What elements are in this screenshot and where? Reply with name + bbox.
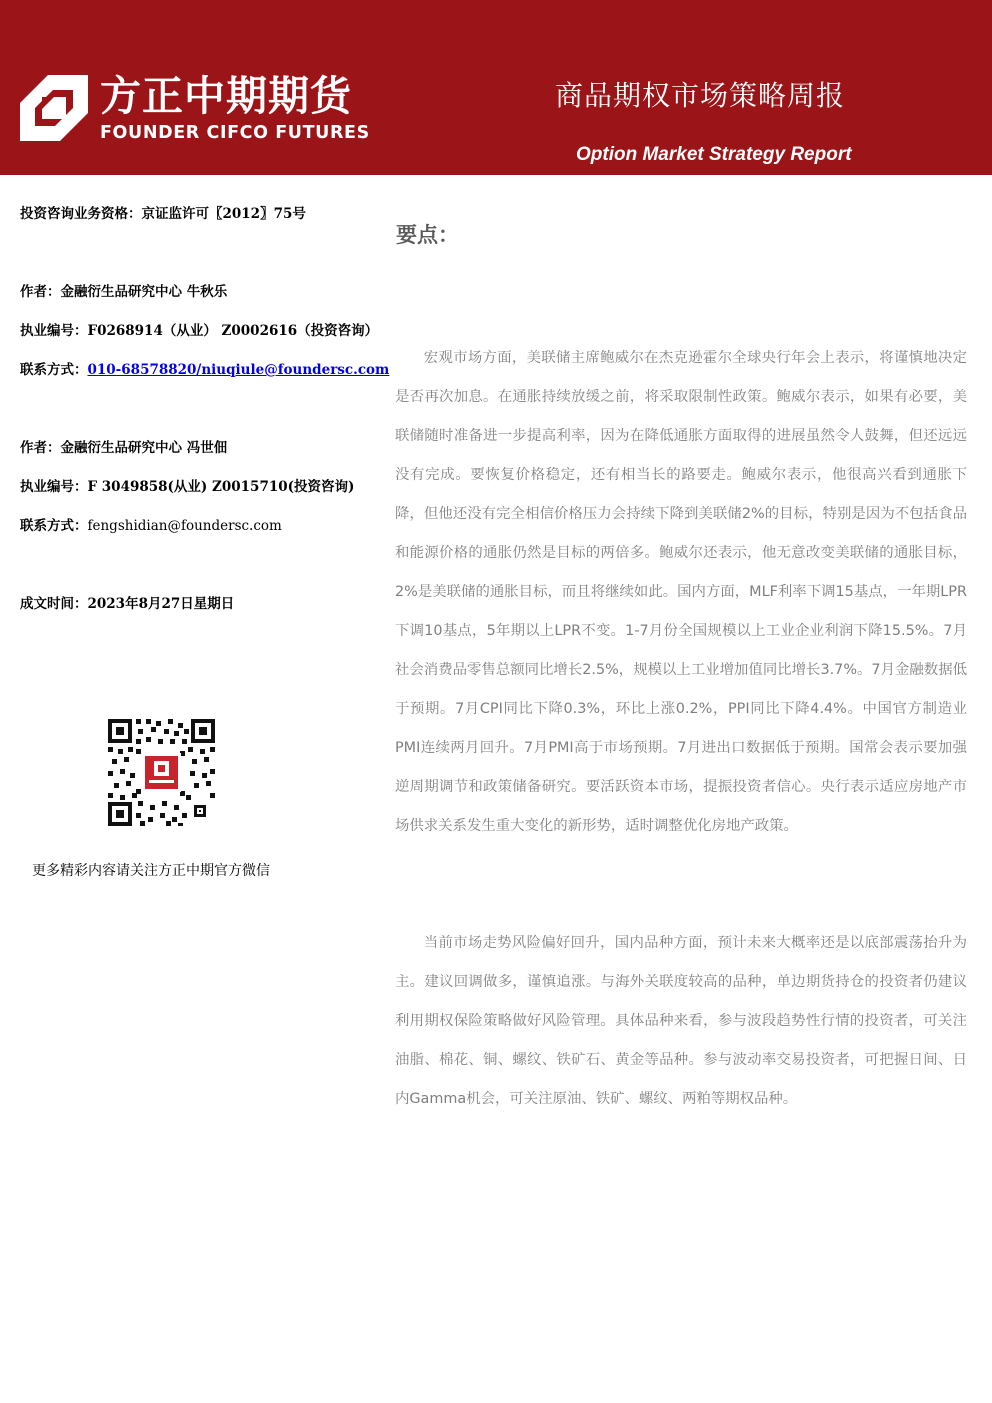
author1-email-link[interactable]: 010-68578820/niuqiule@foundersc.com	[87, 362, 390, 378]
key-points-title: 要点：	[396, 223, 459, 247]
wechat-qr-code-icon[interactable]	[106, 717, 217, 828]
author2-contact	[20, 516, 282, 536]
author2-email: fengshidian@foundersc.com	[87, 518, 282, 534]
author1-contact-label: 联系方式：	[20, 362, 88, 378]
author1-contact	[20, 360, 389, 380]
report-title-cn: 商品期权市场策略周报	[555, 79, 846, 112]
company-name-en: FOUNDER CIFCO FUTURES	[100, 123, 370, 143]
founder-logo-icon	[20, 75, 88, 141]
strategy-paragraph: 当前市场走势风险偏好回升，国内品种方面，预计未来大概率还是以底部震荡抬升为主。建议回调做多，谨慎追涨。与海外关联度较高的品种，单边期货持仓的投资者仍建议利用期权保险策略做好风险管理。具体品种来看，参与波段趋势性行情的投资者，可关注油脂、棉花、铜、螺纹、铁矿石、黄金等品种。参与波动率交易投资者，可把握日间、日内Gamma机会，可关注原油、铁矿、螺纹、两粕等期权品种。	[395, 935, 967, 1107]
report-title-en: Option Market Strategy Report	[576, 144, 852, 165]
author1-id: 执业编号：F0268914（从业） Z0002616（投资咨询）	[20, 323, 379, 339]
author2-name: 作者：金融衍生品研究中心 冯世佃	[20, 440, 228, 456]
license-line: 投资咨询业务资格：京证监许可〖2012〗75号	[20, 206, 306, 222]
author1-name: 作者：金融衍生品研究中心 牛秋乐	[20, 284, 228, 300]
date-line: 成文时间：2023年8月27日星期日	[20, 596, 235, 612]
qr-caption: 更多精彩内容请关注方正中期官方微信	[32, 863, 270, 879]
macro-paragraph: 宏观市场方面，美联储主席鲍威尔在杰克逊霍尔全球央行年会上表示，将谨慎地决定是否再次加息。在通胀持续放缓之前，将采取限制性政策。鲍威尔表示，如果有必要，美联储随时准备进一步提高利率，因为在降低通胀方面取得的进展虽然令人鼓舞，但还远远没有完成。要恢复价格稳定，还有相当长的路要走。鲍威尔表示，他很高兴看到通胀下降，但他还没有完全相信价格压力会持续下降到美联储2%的目标，特别是因为不包括食品和能源价格的通胀仍然是目标的两倍多。鲍威尔还表示，他无意改变美联储的通胀目标，2%是美联储的通胀目标，而且将继续如此。国内方面，MLF利率下调15基点，一年期LPR下调10基点，5年期以上LPR不变。1-7月份全国规模以上工业企业利润下降15.5%。7月社会消费品零售总额同比增长2.5%，规模以上工业增加值同比增长3.7%。7月金融数据低于预期。7月CPI同比下降0.3%，环比上涨0.2%，PPI同比下降4.4%。中国官方制造业PMI连续两月回升。7月PMI高于市场预期。7月进出口数据低于预期。国常会表示要加强逆周期调节和政策储备研究。要活跃资本市场，提振投资者信心。央行表示适应房地产市场供求关系发生重大变化的新形势，适时调整优化房地产政策。	[395, 350, 967, 834]
author2-contact-label: 联系方式：	[20, 518, 88, 534]
author2-id: 执业编号：F 3049858(从业) Z0015710(投资咨询)	[20, 479, 355, 495]
company-name-cn: 方正中期期货	[100, 72, 352, 120]
header-banner	[0, 0, 992, 175]
